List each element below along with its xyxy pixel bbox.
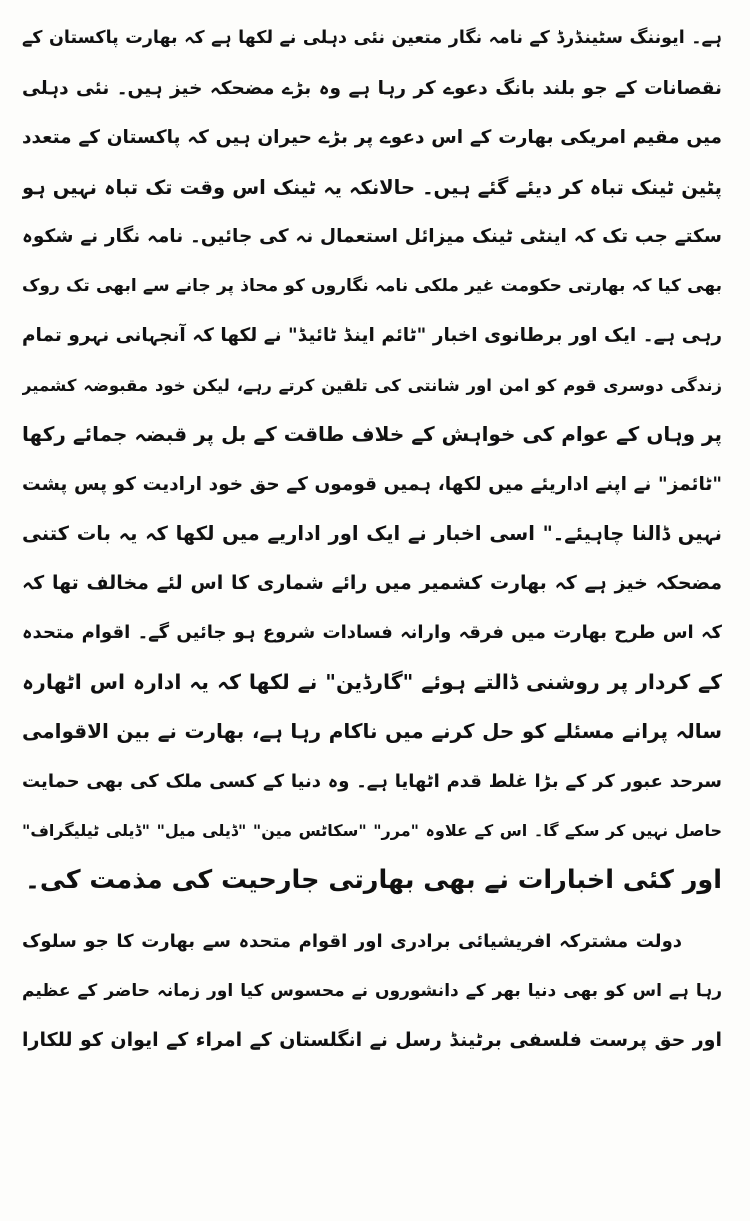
urdu-text-body	[22, 14, 722, 1066]
text-line: حاصل نہیں کر سکے گا۔ اس کے علاوہ "مرر" "سکاٹس مین" "ڈیلی میل" "ڈیلی ٹیلیگراف"	[22, 821, 722, 840]
text-line: نقصانات کے جو بلند بانگ دعوے کر رہا ہے وہ بڑے مضحکہ خیز ہیں۔ نئی دہلی	[22, 77, 722, 99]
text-line: "ٹائمز" نے اپنے اداریئے میں لکھا، ہمیں قوموں کے حق خود ارادیت کو پس پشت	[22, 473, 722, 495]
text-line: میں مقیم امریکی بھارت کے اس دعوے پر بڑے حیران ہیں کہ پاکستان کے متعدد	[22, 127, 722, 148]
text-line: مضحکہ خیز ہے کہ بھارت کشمیر میں رائے شماری کا اس لئے مخالف تھا کہ	[22, 571, 722, 594]
paragraph-1	[22, 14, 722, 905]
text-line: سکتے جب تک کہ اینٹی ٹینک میزائل استعمال نہ کی جائیں۔ نامہ نگار نے شکوہ	[22, 226, 722, 247]
text-line: اور حق پرست فلسفی برٹینڈ رسل نے انگلستان کے امراء کے ایوان کو للکارا	[22, 1029, 722, 1051]
paragraph-2	[22, 917, 722, 1066]
paragraph-gap	[22, 905, 722, 917]
text-line: ہے۔ ایوننگ سٹینڈرڈ کے نامہ نگار متعین نئی دہلی نے لکھا ہے کہ بھارت پاکستان کے	[22, 28, 722, 48]
text-line: رہا ہے اس کو بھی دنیا بھر کے دانشوروں نے محسوس کیا اور زمانہ حاضر کے عظیم	[22, 980, 722, 1001]
text-line: پٹین ٹینک تباہ کر دیئے گئے ہیں۔ حالانکہ یہ ٹینک اس وقت تک تباہ نہیں ہو	[22, 175, 722, 199]
text-line: کہ اس طرح بھارت میں فرقہ وارانہ فسادات شروع ہو جائیں گے۔ اقوام متحدہ	[22, 622, 722, 643]
text-line: پر وہاں کے عوام کی خواہش کے خلاف طاقت کے بل پر قبضہ جمائے رکھا	[22, 422, 722, 446]
text-line: رہی ہے۔ ایک اور برطانوی اخبار "ٹائم اینڈ ٹائیڈ" نے لکھا کہ آنجہانی نہرو تمام	[22, 325, 722, 346]
text-line: زندگی دوسری قوم کو امن اور شانتی کی تلقین کرتے رہے، لیکن خود مقبوضہ کشمیر	[22, 375, 722, 395]
text-line: کے کردار پر روشنی ڈالتے ہوئے "گارڈین" نے لکھا کہ یہ ادارہ اس اٹھارہ	[22, 669, 722, 694]
text-line: سالہ پرانے مسئلے کو حل کرنے میں ناکام رہا ہے، بھارت نے بین الاقوامی	[22, 719, 722, 743]
text-line: اور کئی اخبارات نے بھی بھارتی جارحیت کی مذمت کی۔	[24, 864, 722, 895]
text-line: نہیں ڈالنا چاہیئے۔" اسی اخبار نے ایک اور اداریے میں لکھا کہ یہ بات کتنی	[22, 522, 722, 545]
text-line: دولت مشترکہ افریشیائی برادری اور اقوام متحدہ سے بھارت کا جو سلوک	[22, 931, 682, 952]
text-line: سرحد عبور کر کے بڑا غلط قدم اٹھایا ہے۔ وہ دنیا کے کسی ملک کی بھی حمایت	[22, 770, 722, 792]
text-line: بھی کیا کہ بھارتی حکومت غیر ملکی نامہ نگاروں کو محاذ پر جانے سے ابھی تک روک	[22, 275, 722, 296]
